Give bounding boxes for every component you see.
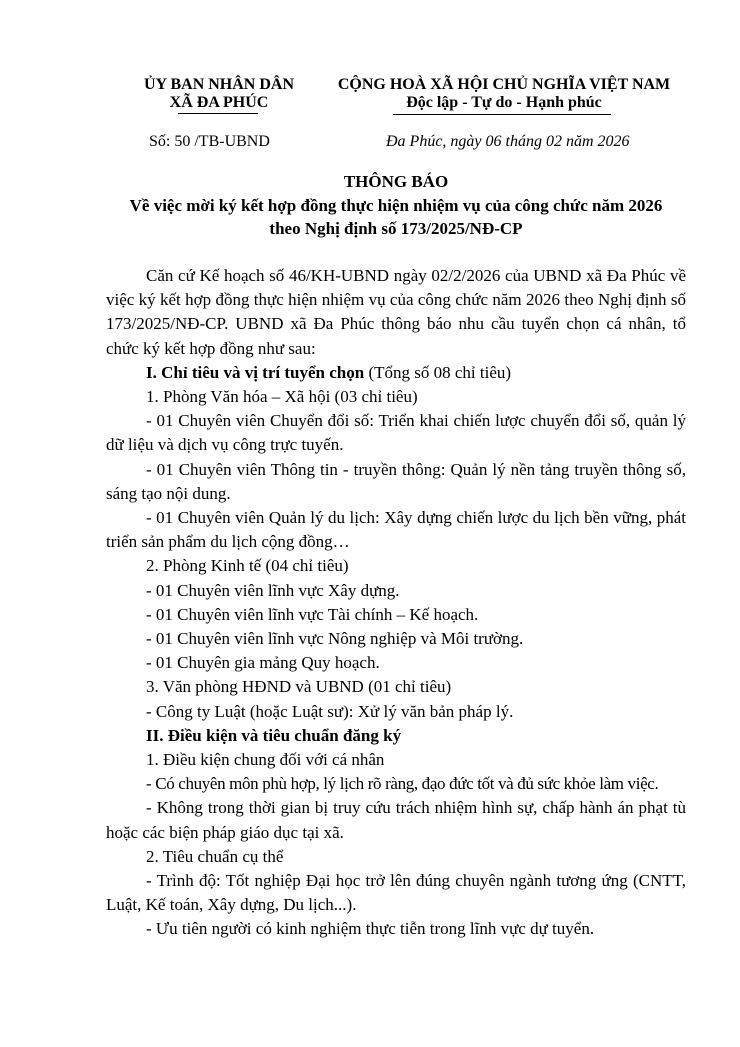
section-1-item-1-a: - 01 Chuyên viên Chuyển đổi số: Triển khai chiến lược chuyển đổi số, quản lý dữ liệu và dịch vụ công trực tuyến. [106,411,686,455]
national-title: CỘNG HOÀ XÃ HỘI CHỦ NGHĨA VIỆT NAM [337,76,671,93]
section-1-item-1-c: - 01 Chuyên viên Quản lý du lịch: Xây dựng chiến lược du lịch bền vững, phát triển sản phẩm du lịch cộng đồng… [106,508,686,552]
section-2-item-1: 1. Điều kiện chung đối với cá nhân [146,750,385,770]
document-number: Số: 50 /TB-UBND [149,133,270,150]
section-1-note: (Tổng số 08 chỉ tiêu) [364,362,512,382]
section-1-item-2-c: - 01 Chuyên viên lĩnh vực Nông nghiệp và Môi trường. [146,629,524,649]
section-1-item-1: 1. Phòng Văn hóa – Xã hội (03 chỉ tiêu) [146,387,418,407]
agency-underline [178,113,258,114]
document-title: THÔNG BÁO [343,172,449,191]
intro-paragraph: Căn cứ Kế hoạch số 46/KH-UBND ngày 02/2/2026 của UBND xã Đa Phúc về việc ký kết hợp đồng thực hiện nhiệm vụ của công chức năm 2026 theo Nghị định số 173/2025/NĐ-CP. UBND xã Đa Phúc thông báo nhu cầu tuyển chọn cá nhân, tổ chức ký kết hợp đồng như sau: [106,266,686,358]
national-motto: Độc lập - Tự do - Hạnh phúc [406,94,602,111]
section-1-item-2-a: - 01 Chuyên viên lĩnh vực Xây dựng. [146,580,400,600]
section-1-heading-line [106,361,686,385]
place-and-date: Đa Phúc, ngày 06 tháng 02 năm 2026 [386,133,630,150]
section-1-item-3: 3. Văn phòng HĐND và UBND (01 chỉ tiêu) [146,677,452,697]
agency-name-line2: XÃ ĐA PHÚC [169,94,269,111]
section-1-item-2: 2. Phòng Kinh tế (04 chỉ tiêu) [146,556,349,576]
motto-underline [393,114,611,115]
document-body [106,264,686,942]
section-2-heading: II. Điều kiện và tiêu chuẩn đăng ký [146,725,402,745]
section-2-item-1-a: - Có chuyên môn phù hợp, lý lịch rõ ràng, đạo đức tốt và đủ sức khỏe làm việc. [146,774,659,794]
section-1-item-1-b: - 01 Chuyên viên Thông tin - truyền thông: Quản lý nền tảng truyền thông số, sáng tạo nội dung. [106,459,686,503]
section-2-item-2: 2. Tiêu chuẩn cụ thể [146,846,284,866]
document-subtitle-line2: theo Nghị định số 173/2025/NĐ-CP [269,219,523,238]
section-1-heading: I. Chỉ tiêu và vị trí tuyển chọn [146,362,365,382]
section-2-item-1-b: - Không trong thời gian bị truy cứu trách nhiệm hình sự, chấp hành án phạt tù hoặc các biện pháp giáo dục tại xã. [106,798,686,842]
section-2-item-2-b: - Ưu tiên người có kinh nghiệm thực tiễn trong lĩnh vực dự tuyển. [146,919,595,939]
document-subtitle-line1: Về việc mời ký kết hợp đồng thực hiện nhiệm vụ của công chức năm 2026 [129,196,663,215]
section-1-item-2-b: - 01 Chuyên viên lĩnh vực Tài chính – Kế hoạch. [146,604,479,624]
section-1-item-3-a: - Công ty Luật (hoặc Luật sư): Xử lý văn bản pháp lý. [146,701,514,721]
agency-name-line1: ỦY BAN NHÂN DÂN [143,76,295,93]
section-1-item-2-d: - 01 Chuyên gia mảng Quy hoạch. [146,653,380,673]
section-2-item-2-a: - Trình độ: Tốt nghiệp Đại học trở lên đúng chuyên ngành tương ứng (CNTT, Luật, Kế toán, Xây dựng, Du lịch...). [106,871,686,915]
